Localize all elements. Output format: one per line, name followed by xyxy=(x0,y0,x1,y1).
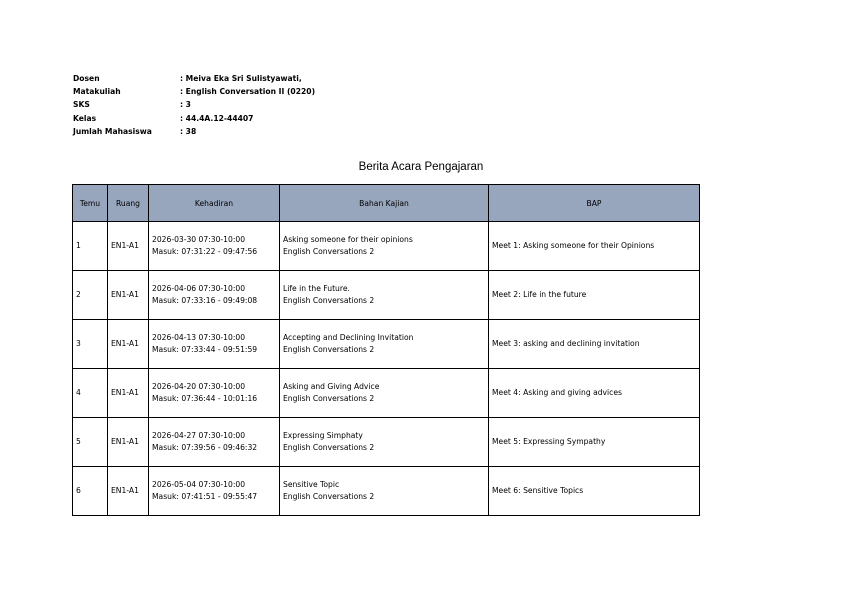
kehadiran-jadwal: 2026-03-30 07:30-10:00 xyxy=(152,234,246,244)
table-row xyxy=(73,369,700,418)
cell-ruang: EN1-A1 xyxy=(108,271,149,320)
cell-bahan-kajian xyxy=(280,467,489,516)
bahan-matakuliah: English Conversations 2 xyxy=(283,394,375,403)
info-value: : 38 xyxy=(180,126,197,136)
kehadiran-masuk: Masuk: 07:41:51 - 09:55:47 xyxy=(152,492,258,501)
info-row-matakuliah xyxy=(73,85,315,98)
cell-temu: 5 xyxy=(73,418,108,467)
info-value: : 44.4A.12-44407 xyxy=(180,113,254,123)
info-label: SKS xyxy=(73,100,90,110)
table-row xyxy=(73,418,700,467)
kehadiran-masuk: Masuk: 07:31:22 - 09:47:56 xyxy=(152,247,258,256)
bahan-topik: Asking and Giving Advice xyxy=(283,381,380,391)
kehadiran-masuk: Masuk: 07:39:56 - 09:46:32 xyxy=(152,443,258,452)
bahan-topik: Life in the Future. xyxy=(283,283,350,293)
cell-bahan-kajian xyxy=(280,418,489,467)
kehadiran-jadwal: 2026-04-06 07:30-10:00 xyxy=(152,283,246,293)
table-row xyxy=(73,320,700,369)
kehadiran-jadwal: 2026-04-13 07:30-10:00 xyxy=(152,332,246,342)
cell-temu: 2 xyxy=(73,271,108,320)
page-title: Berita Acara Pengajaran xyxy=(358,161,484,173)
info-label: Kelas xyxy=(73,113,97,123)
table-row xyxy=(73,467,700,516)
cell-kehadiran xyxy=(149,222,280,271)
info-value: : Meiva Eka Sri Sulistyawati, xyxy=(180,74,302,83)
info-row-kelas xyxy=(73,112,315,125)
kehadiran-jadwal: 2026-04-27 07:30-10:00 xyxy=(152,430,246,440)
bahan-topik: Accepting and Declining Invitation xyxy=(283,332,414,342)
info-value: : English Conversation II (0220) xyxy=(180,87,316,97)
info-row-jumlah-mahasiswa xyxy=(73,125,315,138)
table-header-row xyxy=(73,185,700,222)
kehadiran-masuk: Masuk: 07:33:16 - 09:49:08 xyxy=(152,296,258,305)
bahan-matakuliah: English Conversations 2 xyxy=(283,443,375,452)
cell-bahan-kajian xyxy=(280,271,489,320)
info-label: Jumlah Mahasiswa xyxy=(73,126,152,136)
cell-bap: Meet 1: Asking someone for their Opinions xyxy=(489,222,700,271)
cell-bahan-kajian xyxy=(280,320,489,369)
cell-kehadiran xyxy=(149,418,280,467)
header-bap: BAP xyxy=(489,185,700,222)
kehadiran-masuk: Masuk: 07:36:44 - 10:01:16 xyxy=(152,394,258,403)
header-ruang: Ruang xyxy=(108,185,149,222)
cell-bap: Meet 4: Asking and giving advices xyxy=(489,369,700,418)
course-info xyxy=(73,72,315,138)
cell-bap: Meet 2: Life in the future xyxy=(489,271,700,320)
table-row xyxy=(73,222,700,271)
cell-kehadiran xyxy=(149,320,280,369)
cell-bahan-kajian xyxy=(280,222,489,271)
cell-ruang: EN1-A1 xyxy=(108,320,149,369)
kehadiran-masuk: Masuk: 07:33:44 - 09:51:59 xyxy=(152,345,258,354)
header-temu: Temu xyxy=(73,185,108,222)
cell-bap: Meet 5: Expressing Sympathy xyxy=(489,418,700,467)
cell-kehadiran xyxy=(149,467,280,516)
bahan-matakuliah: English Conversations 2 xyxy=(283,345,375,354)
bap-table xyxy=(72,184,700,516)
info-label: Matakuliah xyxy=(73,87,121,97)
cell-temu: 4 xyxy=(73,369,108,418)
cell-ruang: EN1-A1 xyxy=(108,369,149,418)
info-row-dosen xyxy=(73,72,315,85)
bahan-matakuliah: English Conversations 2 xyxy=(283,492,375,501)
cell-temu: 3 xyxy=(73,320,108,369)
bahan-topik: Asking someone for their opinions xyxy=(283,234,413,244)
kehadiran-jadwal: 2026-04-20 07:30-10:00 xyxy=(152,381,246,391)
cell-bahan-kajian xyxy=(280,369,489,418)
kehadiran-jadwal: 2026-05-04 07:30-10:00 xyxy=(152,479,246,489)
cell-temu: 1 xyxy=(73,222,108,271)
cell-temu: 6 xyxy=(73,467,108,516)
bahan-matakuliah: English Conversations 2 xyxy=(283,247,375,256)
cell-bap: Meet 3: asking and declining invitation xyxy=(489,320,700,369)
info-label: Dosen xyxy=(73,74,100,83)
bahan-topik: Sensitive Topic xyxy=(283,479,340,489)
cell-kehadiran xyxy=(149,271,280,320)
bahan-matakuliah: English Conversations 2 xyxy=(283,296,375,305)
info-row-sks xyxy=(73,98,315,111)
cell-ruang: EN1-A1 xyxy=(108,467,149,516)
cell-ruang: EN1-A1 xyxy=(108,418,149,467)
cell-ruang: EN1-A1 xyxy=(108,222,149,271)
info-value: : 3 xyxy=(180,100,191,110)
table-row xyxy=(73,271,700,320)
cell-kehadiran xyxy=(149,369,280,418)
header-bahan-kajian: Bahan Kajian xyxy=(280,185,489,222)
cell-bap: Meet 6: Sensitive Topics xyxy=(489,467,700,516)
header-kehadiran: Kehadiran xyxy=(149,185,280,222)
bahan-topik: Expressing Simphaty xyxy=(283,430,363,440)
